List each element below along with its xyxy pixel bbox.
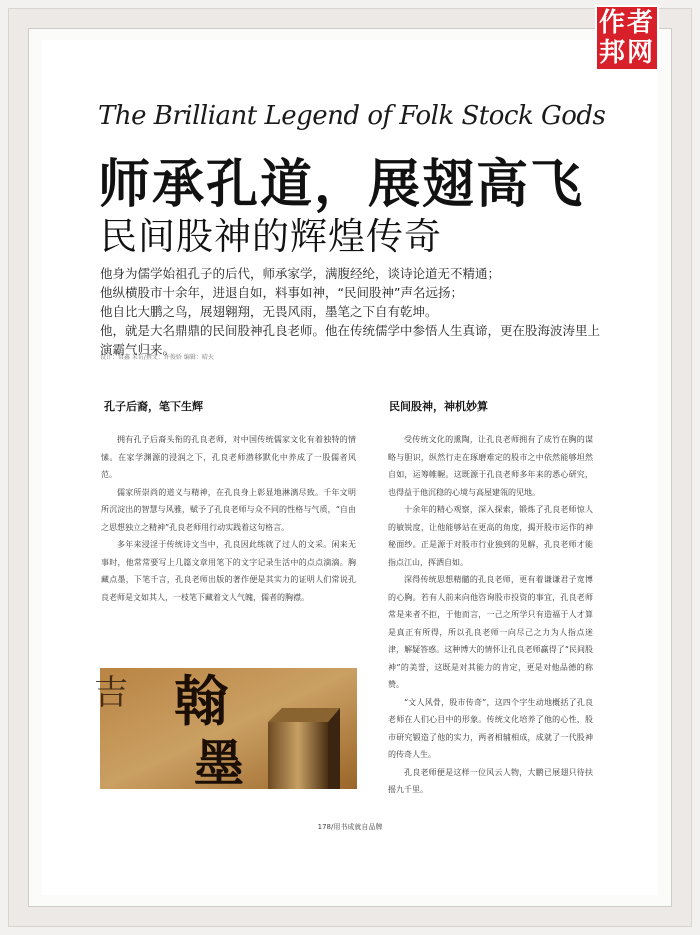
body-paragraph: 拥有孔子后裔头衔的孔良老师，对中国传统儒家文化有着独特的情愫。在家学渊源的浸润之下，孔良老师潜移默化中养成了一股儒者风范。 (101, 435, 356, 479)
subtitle: 民间股神的辉煌传奇 (100, 215, 442, 258)
right-column-body (388, 431, 593, 799)
english-title: The Brilliant Legend of Folk Stock Gods (98, 101, 606, 131)
page-folio: 178/用书成就自品牌 (317, 823, 383, 831)
left-column-body (101, 431, 356, 606)
logo-line-2: 邦网 (598, 38, 655, 68)
body-paragraph: 深得传统思想精髓的孔良老师，更有着谦谦君子宽博的心胸。若有人前来向他咨询股市投资的事宜，孔良老师常是来者不拒，于他而言，一己之所学只有造福于人才算是真正有所得，所以孔良老师一向尽己之力为人指点迷津，解疑答惑。这种博大的情怀让孔良老师赢得了“民间股神”的美誉，这既是对其能力的肯定，更是对他品德的称赞。 (388, 575, 593, 689)
body-paragraph: 孔良老师便是这样一位风云人物，大鹏已展翅只待扶摇九千里。 (388, 767, 593, 794)
body-paragraph: 儒家所崇尚的道义与精神，在孔良身上彰显地淋漓尽致。千年文明所沉淀出的智慧与风雅，赋予了孔良老师与众不同的性格与气质，“自由之思想独立之精神”孔良老师用行动实践着这句格言。 (101, 487, 356, 532)
intro-line: 他纵横股市十余年，进退自如，料事如神，“民间股神”声名远扬； (100, 285, 463, 300)
body-paragraph: “文人风骨，股市传奇”，这四个字生动地概括了孔良老师在人们心目中的形象。传统文化培养了他的心性，股市研究锻造了他的实力，两者相辅相成，成就了一代股神的传奇人生。 (388, 697, 593, 759)
calligraphy-char-2: 墨 (194, 734, 244, 793)
intro-line: 他自比大鹏之鸟，展翅翱翔，无畏风雨，墨笔之下自有乾坤。 (100, 304, 438, 319)
publisher-logo[interactable] (595, 5, 659, 71)
body-paragraph: 十余年的精心观察，深入探索，锻炼了孔良老师惊人的敏锐度，让他能够站在更高的角度，揭开股市运作的神秘面纱。正是源于对股市行业独到的见解，孔良老师才能指点江山，挥洒自如。 (388, 505, 593, 567)
main-title: 师承孔道，展翅高飞 (98, 154, 585, 215)
credits: 设计：常鑫 采访/撰文：许俊娇 编辑：晴天 (100, 354, 214, 361)
intro-line: 他，就是大名鼎鼎的民间股神孔良老师。他在传统儒学中参悟人生真谛，更在股海波涛里上演霸气归来。 (100, 323, 601, 357)
left-column-heading: 孔子后裔，笔下生辉 (104, 400, 203, 413)
body-paragraph: 受传统文化的熏陶，让孔良老师拥有了成竹在胸的谋略与胆识，纵然行走在琢磨难定的股市之中依然能够坦然自如，运筹帷幄。这既源于孔良老师多年来的悉心研究，也得益于他沉稳的心境与高屋建瓴的见地。 (388, 435, 593, 497)
logo-line-1: 作者 (598, 8, 655, 38)
right-column-heading: 民间股神，神机妙算 (389, 400, 488, 413)
calligraphy-char-3: 吉 (94, 673, 128, 713)
body-paragraph: 多年来浸淫于传统诗文当中，孔良因此练就了过人的文采。闲来无事时，他常常要写上几篇文章用笔下的文字记录生活中的点点滴滴。胸藏点墨，下笔千言，孔良老师出版的著作便是其实力的证明人们常说孔良老师是文如其人，一枝笔下藏着文人气魄，儒者的胸襟。 (101, 540, 356, 602)
intro-line: 他身为儒学始祖孔子的后代，师承家学，满腹经纶，谈诗论道无不精通； (100, 266, 501, 281)
calligraphy-char-1: 翰 (174, 669, 228, 733)
calligraphy-seal-photo (94, 668, 357, 793)
intro-paragraph (100, 264, 605, 359)
